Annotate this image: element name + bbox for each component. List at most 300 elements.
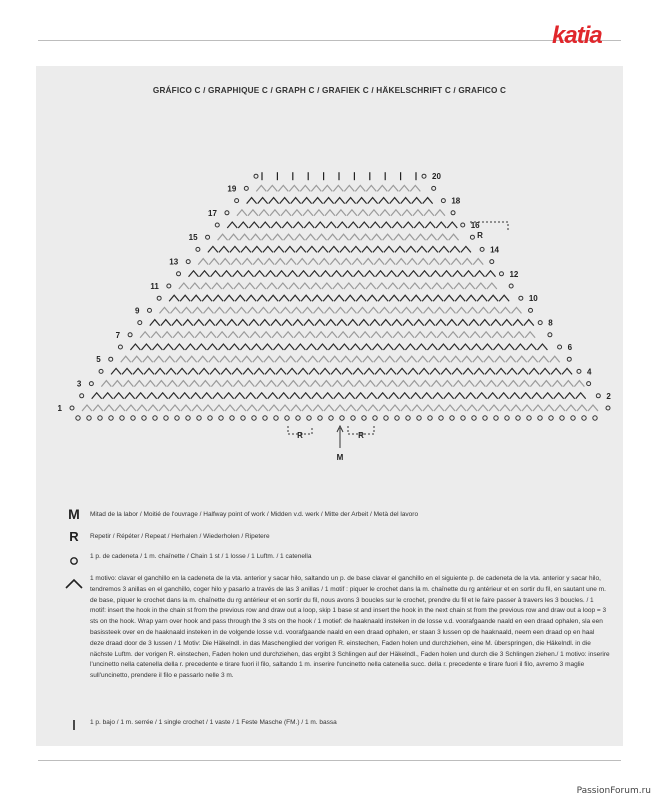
base-chain-stitch [505, 416, 509, 420]
motif-stitch [320, 368, 330, 374]
motif-stitch [206, 332, 216, 338]
motif-stitch [415, 332, 425, 338]
motif-stitch [554, 393, 564, 399]
motif-stitch [355, 283, 365, 289]
motif-stitch [181, 307, 191, 313]
motif-stitch [246, 295, 256, 301]
motif-stitch [333, 185, 343, 191]
motif-stitch [185, 344, 195, 350]
motif-stitch [181, 405, 191, 411]
motif-stitch [315, 320, 325, 326]
edge-chain-stitch [499, 272, 503, 276]
motif-stitch [365, 381, 375, 387]
motif-stitch [412, 198, 422, 204]
motif-stitch [200, 271, 210, 277]
motif-stitch [332, 381, 342, 387]
motif-stitch [334, 393, 344, 399]
motif-stitch [144, 368, 154, 374]
motif-stitch [507, 368, 517, 374]
motif-stitch [290, 295, 300, 301]
motif-stitch [563, 381, 573, 387]
motif-stitch [497, 381, 507, 387]
motif-stitch [258, 405, 268, 411]
motif-stitch [322, 185, 332, 191]
motif-stitch [440, 259, 450, 265]
motif-stitch [452, 368, 462, 374]
motif-stitch [425, 320, 435, 326]
motif-stitch [444, 295, 454, 301]
edge-chain-stitch [167, 284, 171, 288]
row-number-label: 9 [135, 306, 140, 316]
motif-stitch [430, 368, 440, 374]
motif-stitch [257, 295, 267, 301]
motif-stitch [266, 271, 276, 277]
motif-stitch [458, 320, 468, 326]
motif-stitch [170, 307, 180, 313]
motif-stitch [382, 332, 392, 338]
motif-stitch [402, 210, 412, 216]
motif-stitch [511, 307, 521, 313]
base-chain-stitch [230, 416, 234, 420]
motif-stitch [410, 185, 420, 191]
motif-stitch [268, 393, 278, 399]
motif-stitch [433, 393, 443, 399]
motif-stitch [445, 405, 455, 411]
motif-stitch [513, 320, 523, 326]
base-chain-stitch [428, 416, 432, 420]
motif-stitch [475, 381, 485, 387]
motif-stitch [236, 405, 246, 411]
motif-stitch [359, 222, 369, 228]
motif-stitch [202, 393, 212, 399]
motif-stitch [191, 393, 201, 399]
base-chain-stitch [186, 416, 190, 420]
motif-stitch [417, 246, 427, 252]
motif-stitch [305, 332, 315, 338]
motif-stitch [517, 356, 527, 362]
motif-stitch [453, 271, 463, 277]
motif-stitch [271, 222, 281, 228]
motif-stitch [414, 320, 424, 326]
motif-stitch [463, 368, 473, 374]
motif-stitch [201, 283, 211, 289]
motif-stitch [426, 332, 436, 338]
motif-stitch [403, 222, 413, 228]
motif-stitch [301, 295, 311, 301]
motif-stitch [262, 344, 272, 350]
motif-stitch [209, 259, 219, 265]
motif-stitch [261, 332, 271, 338]
base-chain-stitch [560, 416, 564, 420]
motif-stitch [123, 381, 133, 387]
motif-stitch [245, 283, 255, 289]
edge-chain-stitch [567, 357, 571, 361]
edge-chain-stitch [538, 321, 542, 325]
motif-stitch [304, 222, 314, 228]
motif-stitch [141, 344, 151, 350]
motif-stitch [385, 356, 395, 362]
base-chain-stitch [87, 416, 91, 420]
motif-stitch [231, 259, 241, 265]
motif-stitch [453, 381, 463, 387]
motif-stitch [335, 307, 345, 313]
motif-stitch [283, 332, 293, 338]
edge-chain-stitch [118, 345, 122, 349]
row-number-label: 1 [57, 404, 62, 413]
motif-stitch [394, 234, 404, 240]
base-chain-stitch [197, 416, 201, 420]
motif-stitch [379, 405, 389, 411]
motif-stitch [405, 344, 415, 350]
row-number-label: 2 [606, 391, 611, 401]
edge-chain-stitch [587, 382, 591, 386]
motif-stitch [550, 356, 560, 362]
edge-chain-stitch [80, 394, 84, 398]
midpoint-icon: M [68, 506, 80, 522]
single-crochet-icon [62, 718, 86, 736]
edge-chain-stitch [461, 223, 465, 227]
motif-stitch [353, 368, 363, 374]
edge-chain-stitch [235, 199, 239, 203]
motif-stitch [416, 344, 426, 350]
motif-stitch [429, 259, 439, 265]
motif-stitch [543, 393, 553, 399]
motif-stitch [466, 295, 476, 301]
motif-stitch [82, 405, 92, 411]
edge-chain-stitch [206, 235, 210, 239]
motif-stitch [469, 320, 479, 326]
base-chain-stitch [208, 416, 212, 420]
motif-stitch [277, 271, 287, 277]
motif-stitch [233, 381, 243, 387]
motif-stitch [162, 332, 172, 338]
row-number-label: 17 [208, 208, 217, 218]
base-chain-stitch [483, 416, 487, 420]
motif-stitch [312, 393, 322, 399]
motif-stitch [473, 356, 483, 362]
motif-stitch [267, 283, 277, 289]
motif-stitch [276, 368, 286, 374]
motif-stitch [302, 405, 312, 411]
motif-stitch [205, 320, 215, 326]
edge-chain-stitch [157, 296, 161, 300]
row-number-label: 11 [150, 282, 159, 291]
legend-text-midpoint: Mitad de la labor / Moitié de l'ouvrage / Halfway point of work / Midden v.d. werk / Mitte der Arbeit / Metà del lavoro [90, 511, 419, 518]
motif-stitch [409, 271, 419, 277]
motif-stitch [126, 405, 136, 411]
motif-stitch [303, 210, 313, 216]
motif-stitch [409, 381, 419, 387]
motif-stitch [356, 295, 366, 301]
motif-stitch [488, 393, 498, 399]
base-chain-stitch [329, 416, 333, 420]
motif-stitch [336, 210, 346, 216]
edge-chain-stitch [529, 308, 533, 312]
motif-stitch [391, 210, 401, 216]
base-chain-stitch [285, 416, 289, 420]
motif-stitch [290, 393, 300, 399]
center-mark-label: M [336, 453, 344, 460]
motif-stitch [541, 381, 551, 387]
motif-stitch [487, 283, 497, 289]
motif-stitch [241, 246, 251, 252]
motif-stitch [565, 393, 575, 399]
motif-stitch [224, 295, 234, 301]
motif-stitch [299, 271, 309, 277]
motif-stitch [385, 259, 395, 265]
legend-text-repeat: Repetir / Répéter / Repeat / Herhalen / Wiederholen / Ripetere [90, 533, 270, 540]
motif-stitch [311, 283, 321, 289]
motif-stitch [240, 344, 250, 350]
motif-stitch [326, 320, 336, 326]
motif-stitch [380, 210, 390, 216]
motif-stitch [447, 320, 457, 326]
row-number-label: 3 [76, 379, 82, 389]
motif-stitch [152, 344, 162, 350]
motif-stitch [189, 381, 199, 387]
motif-stitch [286, 259, 296, 265]
motif-stitch [232, 368, 242, 374]
motif-stitch [231, 356, 241, 362]
edge-chain-stitch [548, 333, 552, 337]
motif-stitch [282, 320, 292, 326]
chart-title: GRÁFICO C / GRAPHIQUE C / GRAPH C / GRAFIEK C / HÄKELSCHRIFT C / GRAFICO C [152, 86, 507, 95]
motif-stitch [324, 307, 334, 313]
motif-stitch [300, 185, 310, 191]
row-number-label: 7 [115, 330, 121, 340]
motif-stitch [499, 295, 509, 301]
motif-stitch [264, 356, 274, 362]
motif-stitch [514, 332, 524, 338]
motif-stitch [298, 368, 308, 374]
motif-stitch [484, 356, 494, 362]
motif-stitch [485, 368, 495, 374]
motif-stitch [392, 222, 402, 228]
motif-stitch [384, 246, 394, 252]
motif-stitch [229, 344, 239, 350]
motif-stitch [344, 185, 354, 191]
base-chain-stitch [538, 416, 542, 420]
motif-stitch [424, 210, 434, 216]
edge-chain-stitch [147, 308, 151, 312]
motif-stitch [140, 332, 150, 338]
motif-stitch [370, 320, 380, 326]
motif-stitch [491, 320, 501, 326]
motif-stitch [223, 283, 233, 289]
repeat-icon: R [69, 529, 79, 544]
motif-stitch [92, 393, 102, 399]
motif-stitch [348, 320, 358, 326]
base-chain-stitch [494, 416, 498, 420]
motif-stitch [522, 405, 532, 411]
motif-stitch [374, 259, 384, 265]
motif-stitch [145, 381, 155, 387]
base-chain-stitch [439, 416, 443, 420]
motif-stitch [530, 381, 540, 387]
motif-stitch [428, 246, 438, 252]
motif-stitch [319, 356, 329, 362]
base-chain-stitch [120, 416, 124, 420]
motif-stitch [371, 332, 381, 338]
edge-chain-stitch [596, 394, 600, 398]
motif-stitch [311, 185, 321, 191]
base-chain-stitch [274, 416, 278, 420]
motif-stitch [235, 295, 245, 301]
motif-stitch [411, 393, 421, 399]
motif-stitch [211, 271, 221, 277]
motif-stitch [337, 222, 347, 228]
row-number-label: 20 [432, 172, 441, 182]
base-chain-stitch [142, 416, 146, 420]
motif-stitch [172, 320, 182, 326]
motif-stitch [250, 332, 260, 338]
motif-stitch [436, 320, 446, 326]
motif-stitch [327, 332, 337, 338]
edge-chain-stitch [558, 345, 562, 349]
motif-stitch [363, 259, 373, 265]
motif-stitch [308, 356, 318, 362]
motif-stitch [284, 234, 294, 240]
motif-stitch [266, 381, 276, 387]
motif-stitch [345, 393, 355, 399]
motif-stitch [439, 246, 449, 252]
base-chain-stitch [395, 416, 399, 420]
motif-stitch [499, 393, 509, 399]
motif-stitch [234, 283, 244, 289]
motif-stitch [317, 344, 327, 350]
motif-stitch [399, 185, 409, 191]
motif-stitch [381, 320, 391, 326]
motif-stitch [361, 234, 371, 240]
motif-stitch [222, 271, 232, 277]
motif-stitch [174, 344, 184, 350]
motif-stitch [159, 405, 169, 411]
motif-stitch [279, 393, 289, 399]
motif-stitch [519, 381, 529, 387]
edge-chain-stitch [177, 272, 181, 276]
motif-stitch [306, 234, 316, 240]
motif-stitch [244, 381, 254, 387]
motif-stitch [423, 307, 433, 313]
base-chain-stitch [362, 416, 366, 420]
motif-stitch [287, 368, 297, 374]
motif-stitch [420, 271, 430, 277]
motif-stitch [333, 283, 343, 289]
motif-stitch [456, 307, 466, 313]
motif-stitch [544, 405, 554, 411]
motif-stitch [398, 381, 408, 387]
motif-stitch [274, 246, 284, 252]
motif-stitch [230, 246, 240, 252]
legend-text-motif: 1 motivo: clavar el ganchillo en la cadeneta de la vta. anterior y sacar hilo, saltando un p. de base clavar el ganchillo en el siguiente p. de cadeneta de la vta. anterior y sacar hilo, tendremos 3 anillas en el ganchillo, coger hilo y pasarlo a través de las 3 anillas / 1 motif : piquer le crochet dans la m. chaînette du rg antérieur et en sortir du fil, en sautant une m. de base, piquer le crochet dans la m. chaînette du rg antérieur et en sortir du fil, nous avons 3 boucles sur le crochet, prendre du fil et le faire passer à travers les 3 boucles. / 1 motif: insert the hook in the chain st from the previous row and draw out a loop, skip 1 base st and insert the hook in the next chain st from the previous row and draw out a loop = 3 sts on the hook. Wrap yarn over hook and pass through the 3 sts on the hook / 1 motief: de haaknaald insteken in de losse v.d. voorafgaande naald en een draad ophalen, sla een basissteek over en de haaknaald insteken in de volgende losse v.d. voorafgaande naald en een draad ophalen, er staan 3 lussen op de haaknaald, neem een draad op en haal deze draad door de 3 lussen / 1 Motiv: Die Häkelndl. in das Maschenglied der vorigen R. einstechen, Faden holen und durchziehen, eine M. überspringen, die Häkelndl. in die nächste Luftm. der vorigen R. einstechen, Faden holen und durchziehen, das ergibt 3 Schlingen auf der Häkelndl., Faden holen und durch die 3 Schlingen ziehen./ 1 motivo: inserire l'uncinetto nella catenella della r. precedente e tirare fuori il filo, saltando 1 m. inserire l'uncinetto nella catenella succ. della r. precedente e tirare fuori il filo, avremo 3 maglie sull'uncinetto, prendere il filo e passarlo nelle 3 m. [90, 575, 610, 680]
motif-stitch [588, 405, 598, 411]
edge-chain-stitch [225, 211, 229, 215]
motif-stitch [551, 368, 561, 374]
motif-stitch [449, 344, 459, 350]
motif-stitch [370, 222, 380, 228]
motif-stitch [302, 198, 312, 204]
motif-stitch [300, 283, 310, 289]
motif-stitch [466, 393, 476, 399]
motif-stitch [328, 344, 338, 350]
motif-stitch [404, 332, 414, 338]
repeat-label: R [477, 231, 483, 240]
motif-stitch [316, 332, 326, 338]
row-number-label: 19 [227, 184, 237, 194]
motif-stitch [359, 320, 369, 326]
motif-stitch [465, 283, 475, 289]
motif-stitch [272, 332, 282, 338]
motif-stitch [436, 222, 446, 228]
watermark: PassionForum.ru [576, 786, 651, 796]
motif-stitch [317, 234, 327, 240]
motif-stitch [403, 320, 413, 326]
motif-stitch [389, 393, 399, 399]
motif-stitch [235, 393, 245, 399]
base-chain-stitch [472, 416, 476, 420]
motif-stitch [407, 259, 417, 265]
motif-stitch [324, 405, 334, 411]
motif-stitch [323, 295, 333, 301]
motif-stitch [326, 222, 336, 228]
edge-chain-stitch [490, 260, 494, 264]
motif-stitch [555, 405, 565, 411]
edge-chain-stitch [480, 247, 484, 251]
motif-stitch [314, 210, 324, 216]
motif-stitch [196, 344, 206, 350]
motif-stitch [346, 198, 356, 204]
motif-stitch [562, 368, 572, 374]
motif-stitch [433, 295, 443, 301]
motif-stitch [379, 198, 389, 204]
motif-stitch [528, 356, 538, 362]
motif-stitch [529, 368, 539, 374]
motif-stitch [393, 332, 403, 338]
motif-stitch [381, 222, 391, 228]
motif-stitch [425, 222, 435, 228]
edge-chain-stitch [470, 235, 474, 239]
motif-stitch [132, 356, 142, 362]
motif-stitch [147, 393, 157, 399]
motif-stitch [313, 198, 323, 204]
motif-stitch [271, 320, 281, 326]
chain-stitch-icon [62, 553, 86, 571]
motif-stitch [440, 356, 450, 362]
motif-stitch [438, 344, 448, 350]
motif-stitch [477, 295, 487, 301]
motif-stitch [247, 307, 257, 313]
motif-stitch [136, 393, 146, 399]
base-chain-stitch [318, 416, 322, 420]
base-chain-stitch [406, 416, 410, 420]
motif-stitch [486, 381, 496, 387]
motif-stitch [192, 307, 202, 313]
motif-stitch [279, 295, 289, 301]
motif-stitch [375, 368, 385, 374]
motif-stitch [258, 307, 268, 313]
motif-stitch [93, 405, 103, 411]
motif-stitch [348, 222, 358, 228]
motif-stitch [442, 381, 452, 387]
base-chain-stitch [351, 416, 355, 420]
motif-stitch [251, 344, 261, 350]
motif-stitch [309, 368, 319, 374]
base-chain-stitch [593, 416, 597, 420]
motif-stitch [243, 368, 253, 374]
motif-stitch [378, 393, 388, 399]
motif-stitch [278, 283, 288, 289]
motif-stitch [502, 320, 512, 326]
